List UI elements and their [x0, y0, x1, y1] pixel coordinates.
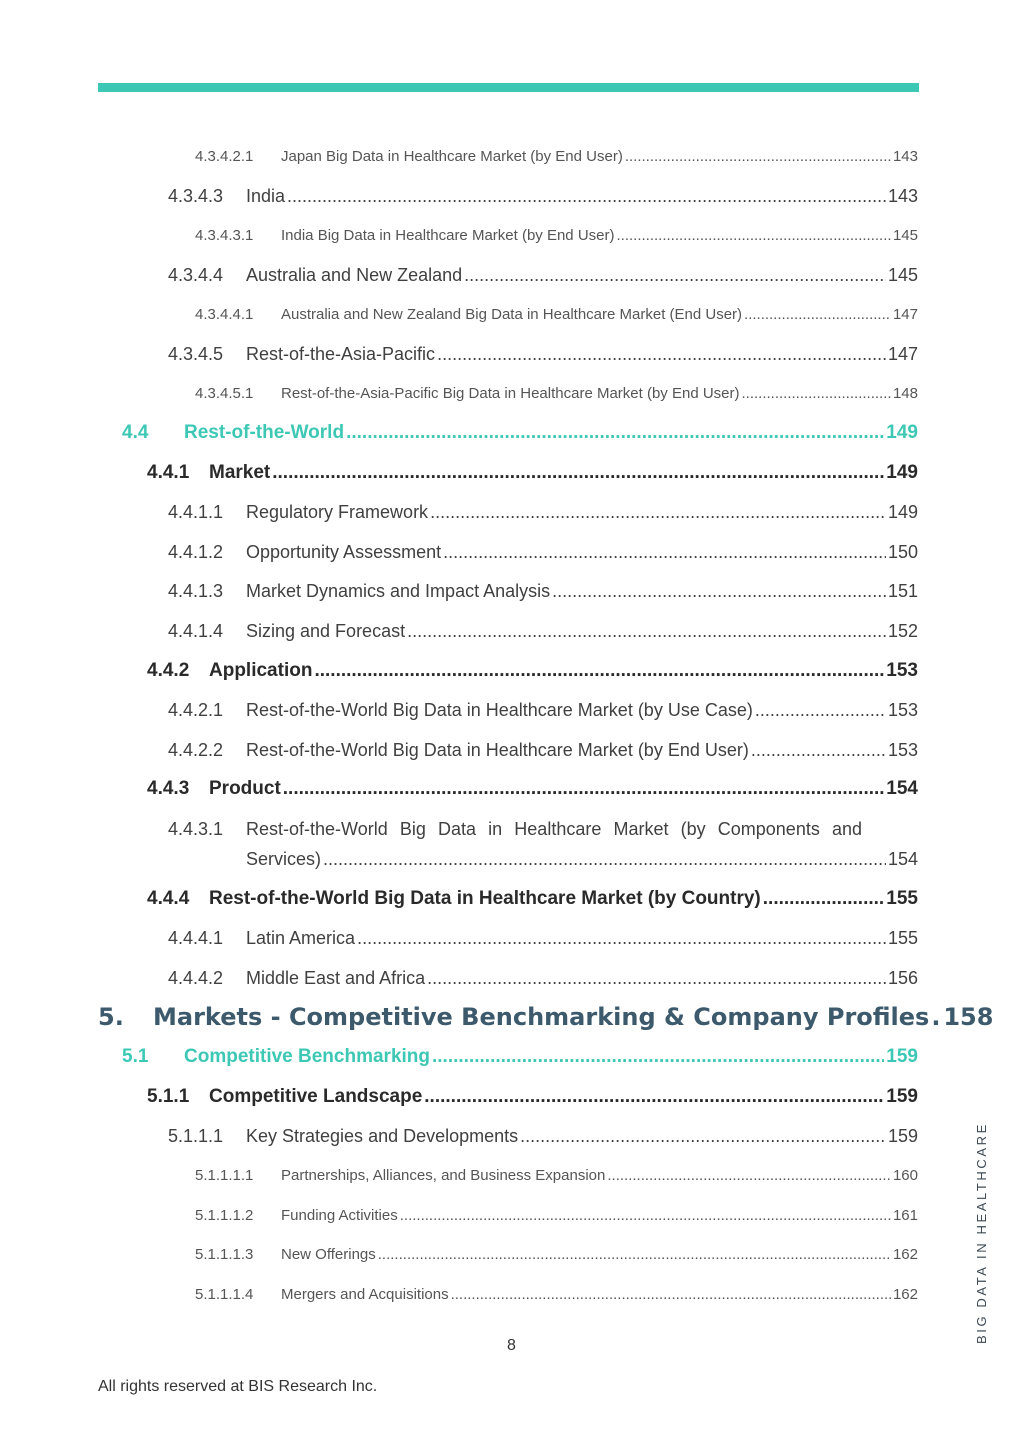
- toc-entry-title: Rest-of-the-World: [184, 422, 345, 443]
- toc-entry-title: Japan Big Data in Healthcare Market (by End User): [281, 148, 623, 165]
- toc-entry-title: Product: [209, 778, 281, 799]
- toc-dot-leader: [625, 148, 891, 165]
- toc-entry-title: Funding Activities: [281, 1207, 398, 1224]
- toc-entry-number: 4.4.4.2: [168, 968, 224, 988]
- toc-entry-number: 4.3.4.4: [168, 265, 224, 285]
- toc-dot-leader: [437, 344, 886, 365]
- toc-entry[interactable]: [168, 186, 918, 207]
- toc-entry-page: 149: [886, 422, 918, 443]
- toc-entry-number: 4.3.4.3.1: [195, 227, 254, 244]
- toc-entry[interactable]: [168, 819, 918, 870]
- toc-entry-title: Competitive Landscape: [209, 1086, 423, 1107]
- toc-dot-leader: [931, 1003, 941, 1031]
- toc-section-entry[interactable]: [122, 1046, 918, 1068]
- toc-entry-number: 4.4.1.1: [168, 502, 224, 522]
- toc-dot-leader: [407, 621, 886, 642]
- toc-entry-page: 147: [887, 344, 918, 364]
- toc-entry-number: 5.1.1.1.4: [195, 1286, 254, 1303]
- toc-dot-leader: [443, 542, 886, 563]
- toc-entry[interactable]: [168, 1126, 918, 1147]
- toc-entry-page: 152: [887, 621, 918, 641]
- toc-entry-page: 154: [886, 778, 918, 799]
- toc-dot-leader: [755, 700, 886, 721]
- toc-entry-number: 4.3.4.3: [168, 186, 224, 206]
- toc-entry[interactable]: [168, 621, 918, 642]
- toc-entry-title-continued: Services): [246, 849, 322, 869]
- toc-entry[interactable]: [168, 968, 918, 989]
- toc-entry[interactable]: [168, 542, 918, 563]
- header-accent-bar: [98, 83, 919, 92]
- toc-entry-page: 148: [892, 385, 918, 402]
- toc-entry-number: 4.4: [122, 422, 149, 443]
- toc-dot-leader: [357, 928, 886, 949]
- toc-entry-title: Rest-of-the-Asia-Pacific Big Data in Healthcare Market (by End User): [281, 385, 740, 402]
- toc-entry-number: 5.1.1: [147, 1086, 190, 1107]
- toc-entry-title: Regulatory Framework: [246, 502, 429, 522]
- toc-entry[interactable]: [168, 700, 918, 721]
- toc-entry-page: 154: [887, 849, 918, 869]
- toc-entry-page: 143: [892, 148, 918, 165]
- toc-entry-number: 5.1.1.1: [168, 1126, 224, 1146]
- toc-entry-number: 5.1.1.1.2: [195, 1207, 254, 1224]
- toc-dot-leader: [424, 1086, 884, 1108]
- toc-entry-title: Latin America: [246, 928, 356, 948]
- toc-entry-page: 159: [886, 1046, 918, 1067]
- side-report-label: BIG DATA IN HEALTHCARE: [974, 1122, 989, 1344]
- toc-entry[interactable]: [195, 227, 918, 244]
- toc-entry-number: 4.4.1.3: [168, 581, 224, 601]
- toc-entry-page: 143: [887, 186, 918, 206]
- toc-entry-title: Market: [209, 462, 271, 483]
- toc-entry-page: 159: [886, 1086, 918, 1107]
- toc-entry[interactable]: [168, 740, 918, 761]
- toc-entry-title: Rest-of-the-Asia-Pacific: [246, 344, 436, 364]
- toc-dot-leader: [272, 462, 884, 484]
- toc-dot-leader: [323, 849, 886, 870]
- toc-entry-title: Rest-of-the-World Big Data in Healthcare Market (by Use Case): [246, 700, 753, 720]
- toc-dot-leader: [763, 888, 885, 910]
- toc-entry-page: 153: [887, 700, 918, 720]
- toc-entry[interactable]: [195, 148, 918, 165]
- toc-entry-title: Middle East and Africa: [246, 968, 426, 988]
- toc-entry-number: 4.4.2: [147, 660, 190, 681]
- toc-entry[interactable]: [195, 1246, 918, 1263]
- toc-entry-page: 156: [887, 968, 918, 988]
- toc-entry[interactable]: [168, 502, 918, 523]
- toc-entry-page: 155: [886, 888, 918, 909]
- toc-entry-number: 4.4.1: [147, 462, 190, 483]
- toc-entry-title: Application: [209, 660, 313, 681]
- toc-entry-title: Rest-of-the-World Big Data in Healthcare Market (by Country): [209, 888, 761, 909]
- toc-entry-number: 4.3.4.5.1: [195, 385, 254, 402]
- toc-dot-leader: [287, 186, 886, 207]
- toc-entry-page: 153: [887, 740, 918, 760]
- toc-dot-leader: [430, 502, 886, 523]
- toc-entry-number: 4.4.1.2: [168, 542, 224, 562]
- toc-entry-page: 162: [892, 1246, 918, 1263]
- toc-subsection-entry[interactable]: [147, 888, 918, 910]
- toc-entry-title: Rest-of-the-World Big Data in Healthcare Market (by Components and: [246, 819, 862, 839]
- toc-subsection-entry[interactable]: [147, 462, 918, 484]
- toc-entry-number: 4.4.4: [147, 888, 190, 909]
- toc-entry[interactable]: [168, 344, 918, 365]
- toc-entry-title: Markets - Competitive Benchmarking & Company Profiles: [153, 1003, 930, 1031]
- toc-entry-number: 4.4.3.1: [168, 819, 224, 839]
- toc-entry-number: 5.1.1.1.3: [195, 1246, 254, 1263]
- toc-entry-page: 145: [887, 265, 918, 285]
- toc-dot-leader: [520, 1126, 886, 1147]
- toc-entry-title: Market Dynamics and Impact Analysis: [246, 581, 551, 601]
- toc-entry-title: Sizing and Forecast: [246, 621, 406, 641]
- page-number: 8: [507, 1337, 516, 1354]
- toc-entry-page: 149: [886, 462, 918, 483]
- toc-subsection-entry[interactable]: [147, 1086, 918, 1108]
- toc-entry-page: 155: [887, 928, 918, 948]
- toc-entry-number: 5.: [98, 1003, 124, 1031]
- toc-entry-title: Australia and New Zealand: [246, 265, 463, 285]
- toc-entry-title: Australia and New Zealand Big Data in Healthcare Market (End User): [281, 306, 743, 323]
- toc-dot-leader: [378, 1246, 891, 1263]
- toc-entry-title: Partnerships, Alliances, and Business Expansion: [281, 1167, 606, 1184]
- toc-entry[interactable]: [195, 1286, 918, 1303]
- toc-entry[interactable]: [168, 265, 918, 286]
- toc-entry[interactable]: [168, 928, 918, 949]
- toc-dot-leader: [464, 265, 886, 286]
- toc-dot-leader: [607, 1167, 891, 1184]
- toc-dot-leader: [451, 1286, 891, 1303]
- toc-entry-number: 5.1: [122, 1046, 149, 1067]
- toc-entry[interactable]: [168, 581, 918, 602]
- toc-entry-title: India Big Data in Healthcare Market (by End User): [281, 227, 615, 244]
- toc-entry-page: 160: [892, 1167, 918, 1184]
- toc-entry-number: 4.3.4.2.1: [195, 148, 254, 165]
- toc-entry-number: 4.4.2.2: [168, 740, 224, 760]
- toc-entry-number: 4.4.3: [147, 778, 190, 799]
- toc-entry-number: 4.4.1.4: [168, 621, 224, 641]
- toc-entry-page: 151: [887, 581, 918, 601]
- toc-subsection-entry[interactable]: [147, 778, 918, 800]
- toc-dot-leader: [552, 581, 886, 602]
- toc-subsection-entry[interactable]: [147, 660, 918, 682]
- toc-entry-title: Competitive Benchmarking: [184, 1046, 430, 1067]
- toc-entry-page: 147: [892, 306, 918, 323]
- toc-entry[interactable]: [195, 306, 918, 323]
- toc-entry-title: Rest-of-the-World Big Data in Healthcare Market (by End User): [246, 740, 749, 760]
- toc-entry-title: Mergers and Acquisitions: [281, 1286, 449, 1303]
- toc-dot-leader: [616, 227, 890, 244]
- toc-dot-leader: [314, 660, 884, 682]
- toc-entry-number: 4.4.4.1: [168, 928, 224, 948]
- toc-dot-leader: [400, 1207, 891, 1224]
- toc-entry-page: 150: [887, 542, 918, 562]
- toc-entry-number: 4.4.2.1: [168, 700, 224, 720]
- toc-entry[interactable]: [195, 385, 918, 402]
- toc-entry-page: 162: [892, 1286, 918, 1303]
- toc-dot-leader: [432, 1046, 884, 1068]
- toc-entry-number: 4.3.4.5: [168, 344, 224, 364]
- toc-dot-leader: [346, 422, 884, 444]
- toc-entry-page: 158: [943, 1003, 994, 1031]
- toc-entry-page: 145: [892, 227, 918, 244]
- toc-entry-page: 153: [886, 660, 918, 681]
- toc-dot-leader: [751, 740, 886, 761]
- toc-dot-leader: [283, 778, 885, 800]
- footer-copyright: All rights reserved at BIS Research Inc.: [98, 1378, 378, 1395]
- toc-chapter-entry[interactable]: [98, 1003, 994, 1031]
- toc-entry-page: 161: [892, 1207, 918, 1224]
- toc-entry-number: 4.3.4.4.1: [195, 306, 254, 323]
- toc-entry-page: 159: [887, 1126, 918, 1146]
- toc-dot-leader: [744, 306, 891, 323]
- toc-entry-title: Key Strategies and Developments: [246, 1126, 519, 1146]
- toc-entry[interactable]: [195, 1207, 918, 1224]
- toc-entry-title: Opportunity Assessment: [246, 542, 442, 562]
- toc-entry-number: 5.1.1.1.1: [195, 1167, 254, 1184]
- toc-dot-leader: [427, 968, 886, 989]
- toc-dot-leader: [742, 385, 891, 402]
- toc-entry[interactable]: [195, 1167, 918, 1184]
- toc-entry-page: 149: [887, 502, 918, 522]
- toc-entry-title: India: [246, 186, 286, 206]
- toc-section-entry[interactable]: [122, 422, 918, 444]
- toc-entry-title: New Offerings: [281, 1246, 376, 1263]
